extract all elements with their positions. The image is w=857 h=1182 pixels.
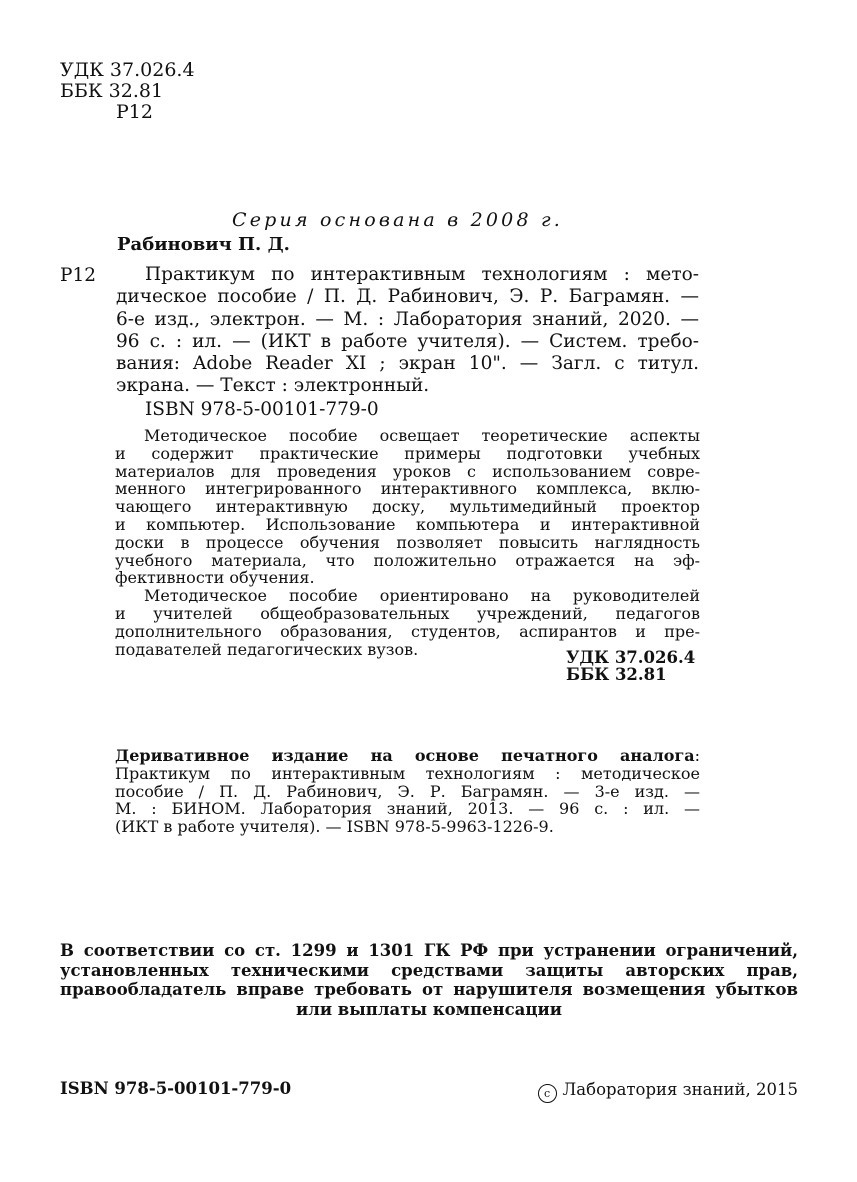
derivative-edition	[115, 747, 700, 836]
derivative-line: пособие / П. Д. Рабинович, Э. Р. Баграмян. — 3-е изд. —	[115, 781, 700, 801]
description-line: экрана. — Текст : электронный.	[116, 375, 430, 397]
description-line: вания: Adobe Reader XI ; экран 10". — Загл. с титул.	[116, 353, 699, 375]
author-sign-left: Р12	[60, 265, 96, 286]
bbk-code-right: ББК 32.81	[566, 665, 667, 684]
description-line: Практикум по интерактивным технологиям : мето-	[145, 264, 699, 285]
copyright-icon: c	[538, 1084, 557, 1103]
copyright-line	[538, 1080, 798, 1103]
annotation-line: Методическое пособие ориентировано на руководителей	[144, 586, 700, 606]
annotation-line: подавателей педагогических вузов.	[115, 639, 419, 659]
udk-code-right: УДК 37.026.4	[566, 648, 696, 667]
author-heading: Рабинович П. Д.	[117, 234, 290, 255]
annotation-line: и компьютер. Использование компьютера и интерактивной	[115, 514, 700, 534]
legal-notice	[60, 941, 798, 1019]
bibliographic-description	[116, 264, 699, 398]
annotation	[115, 427, 700, 658]
legal-line: В соответствии со ст. 1299 и 1301 ГК РФ при устранении ограничений,	[60, 941, 798, 960]
derivative-line: (ИКТ в работе учителя). — ISBN 978-5-9963-1226-9.	[115, 817, 554, 837]
udk-code-top: УДК 37.026.4	[60, 59, 195, 81]
description-line: 6-е изд., электрон. — М. : Лаборатория знаний, 2020. —	[116, 308, 699, 330]
derivative-line: М. : БИНОМ. Лаборатория знаний, 2013. — 96 с. : ил. —	[115, 799, 700, 819]
series-note: Серия основана в 2008 г.	[232, 209, 564, 231]
legal-line: правообладатель вправе требовать от нарушителя возмещения убытков	[60, 980, 798, 999]
annotation-line: Методическое пособие освещает теоретические аспекты	[144, 426, 700, 445]
description-line: дическое пособие / П. Д. Рабинович, Э. Р. Баграмян. —	[116, 286, 699, 308]
legal-line: или выплаты компенсации	[295, 999, 563, 1019]
annotation-line: учебного материала, что положительно отражается на эф-	[115, 550, 700, 570]
derivative-line: Практикум по интерактивным технологиям : методическое	[115, 763, 700, 783]
annotation-line: доски в процессе обучения позволяет повысить наглядность	[115, 532, 700, 552]
description-line: 96 с. : ил. — (ИКТ в работе учителя). — Систем. требо-	[116, 330, 699, 352]
bbk-code-top: ББК 32.81	[60, 80, 164, 102]
copyright-text: Лаборатория знаний, 2015	[562, 1080, 798, 1099]
isbn-bottom: ISBN 978-5-00101-779-0	[60, 1079, 292, 1098]
author-sign-top: Р12	[116, 101, 153, 123]
derivative-lead-colon: :	[694, 746, 700, 765]
annotation-line: фективности обучения.	[115, 568, 315, 588]
annotation-line: дополнительного образования, студентов, аспирантов и пре-	[115, 621, 700, 641]
annotation-line: материалов для проведения уроков с использованием совре-	[115, 461, 700, 481]
annotation-line: и учителей общеобразовательных учреждений, педагогов	[115, 603, 700, 623]
annotation-line: чающего интерактивную доску, мультимедийный проектор	[115, 497, 700, 517]
legal-line: установленных техническими средствами защиты авторских прав,	[60, 960, 798, 980]
derivative-lead-bold: Деривативное издание на основе печатного аналога	[115, 746, 695, 765]
annotation-line: и содержит практические примеры подготовки учебных	[115, 443, 700, 463]
annotation-line: менного интегрированного интерактивного комплекса, вклю-	[115, 479, 700, 499]
isbn-main: ISBN 978-5-00101-779-0	[145, 399, 379, 420]
derivative-lead	[115, 747, 700, 765]
